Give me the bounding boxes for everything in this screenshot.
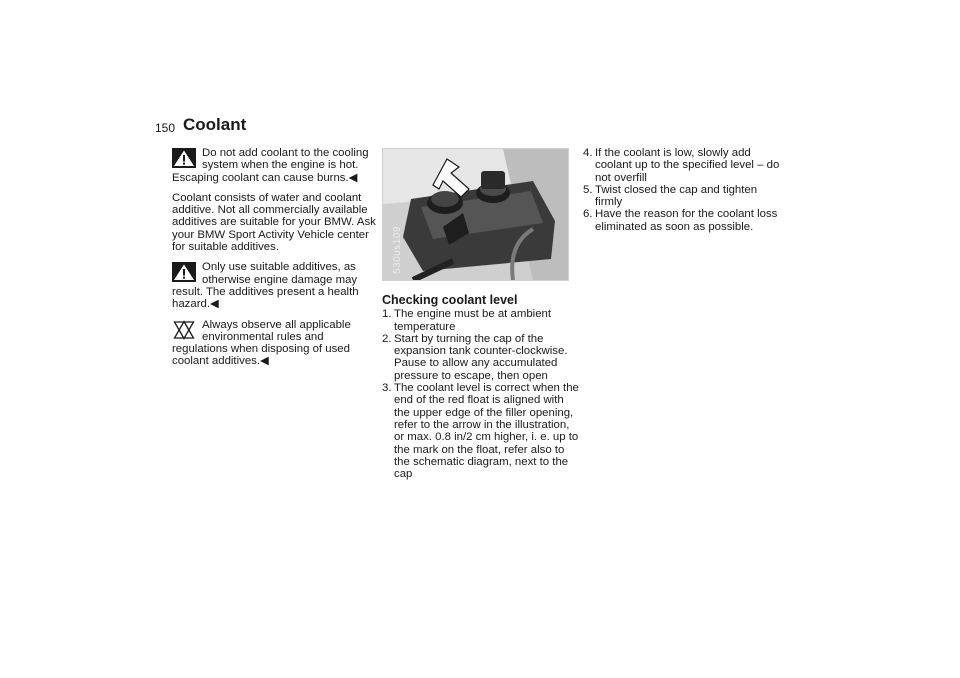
warning-text: Do not add coolant to the cooling system when the engine is hot. Escaping coolant can cause burns. (172, 147, 369, 184)
list-item: 1. The engine must be at ambient temperature (382, 308, 552, 333)
recycling-icon (172, 320, 196, 340)
environment-note (172, 319, 376, 368)
engine-coolant-photo (382, 148, 569, 281)
warning-additives (172, 261, 376, 310)
list-item: 2. Start by turning the cap of the expansion tank counter-clockwise. Pause to allow any accumulated pressure to escape, then open (382, 332, 568, 382)
end-marker: ◀ (348, 171, 358, 184)
list-item: 5. Twist closed the cap and tighten firmly (583, 183, 758, 209)
warning-hot-engine (172, 147, 376, 184)
section-heading: Checking coolant level (382, 293, 518, 307)
page-title: Coolant (183, 115, 247, 134)
environment-text: Always observe all applicable environmental rules and regulations when disposing of used coolant additives. (172, 318, 351, 368)
coolant-description: Coolant consists of water and coolant additive. Not all commercially available additives are suitable for your BMW. Ask your BMW Sport Activity Vehicle center for suitable additives. (172, 191, 376, 254)
end-marker: ◀ (210, 298, 219, 311)
end-marker: ◀ (260, 355, 269, 368)
page-number: 150 (155, 121, 176, 135)
column-right (583, 147, 783, 233)
list-item: 4. If the coolant is low, slowly add coolant up to the specified level – do not overfill (583, 147, 780, 184)
list-item: 6. Have the reason for the coolant loss eliminated as soon as possible. (583, 208, 778, 233)
warning-triangle-icon (172, 262, 196, 282)
steps-list-part1 (382, 308, 582, 480)
steps-list-part2 (583, 147, 783, 233)
warning-triangle-icon (172, 148, 196, 168)
warning-text: Only use suitable additives, as otherwise engine damage may result. The additives present a health hazard. (172, 261, 359, 311)
figure-code: 530us109 (392, 226, 403, 274)
column-left (172, 147, 376, 376)
column-middle (382, 294, 582, 480)
list-item: 3. The coolant level is correct when the end of the red float is aligned with the upper edge of the filler opening, refer to the arrow in the illustration, or max. 0.8 in/2 cm higher, i. e. up to the mark on the float, refer also to the schematic diagram, next to the cap (382, 382, 579, 481)
